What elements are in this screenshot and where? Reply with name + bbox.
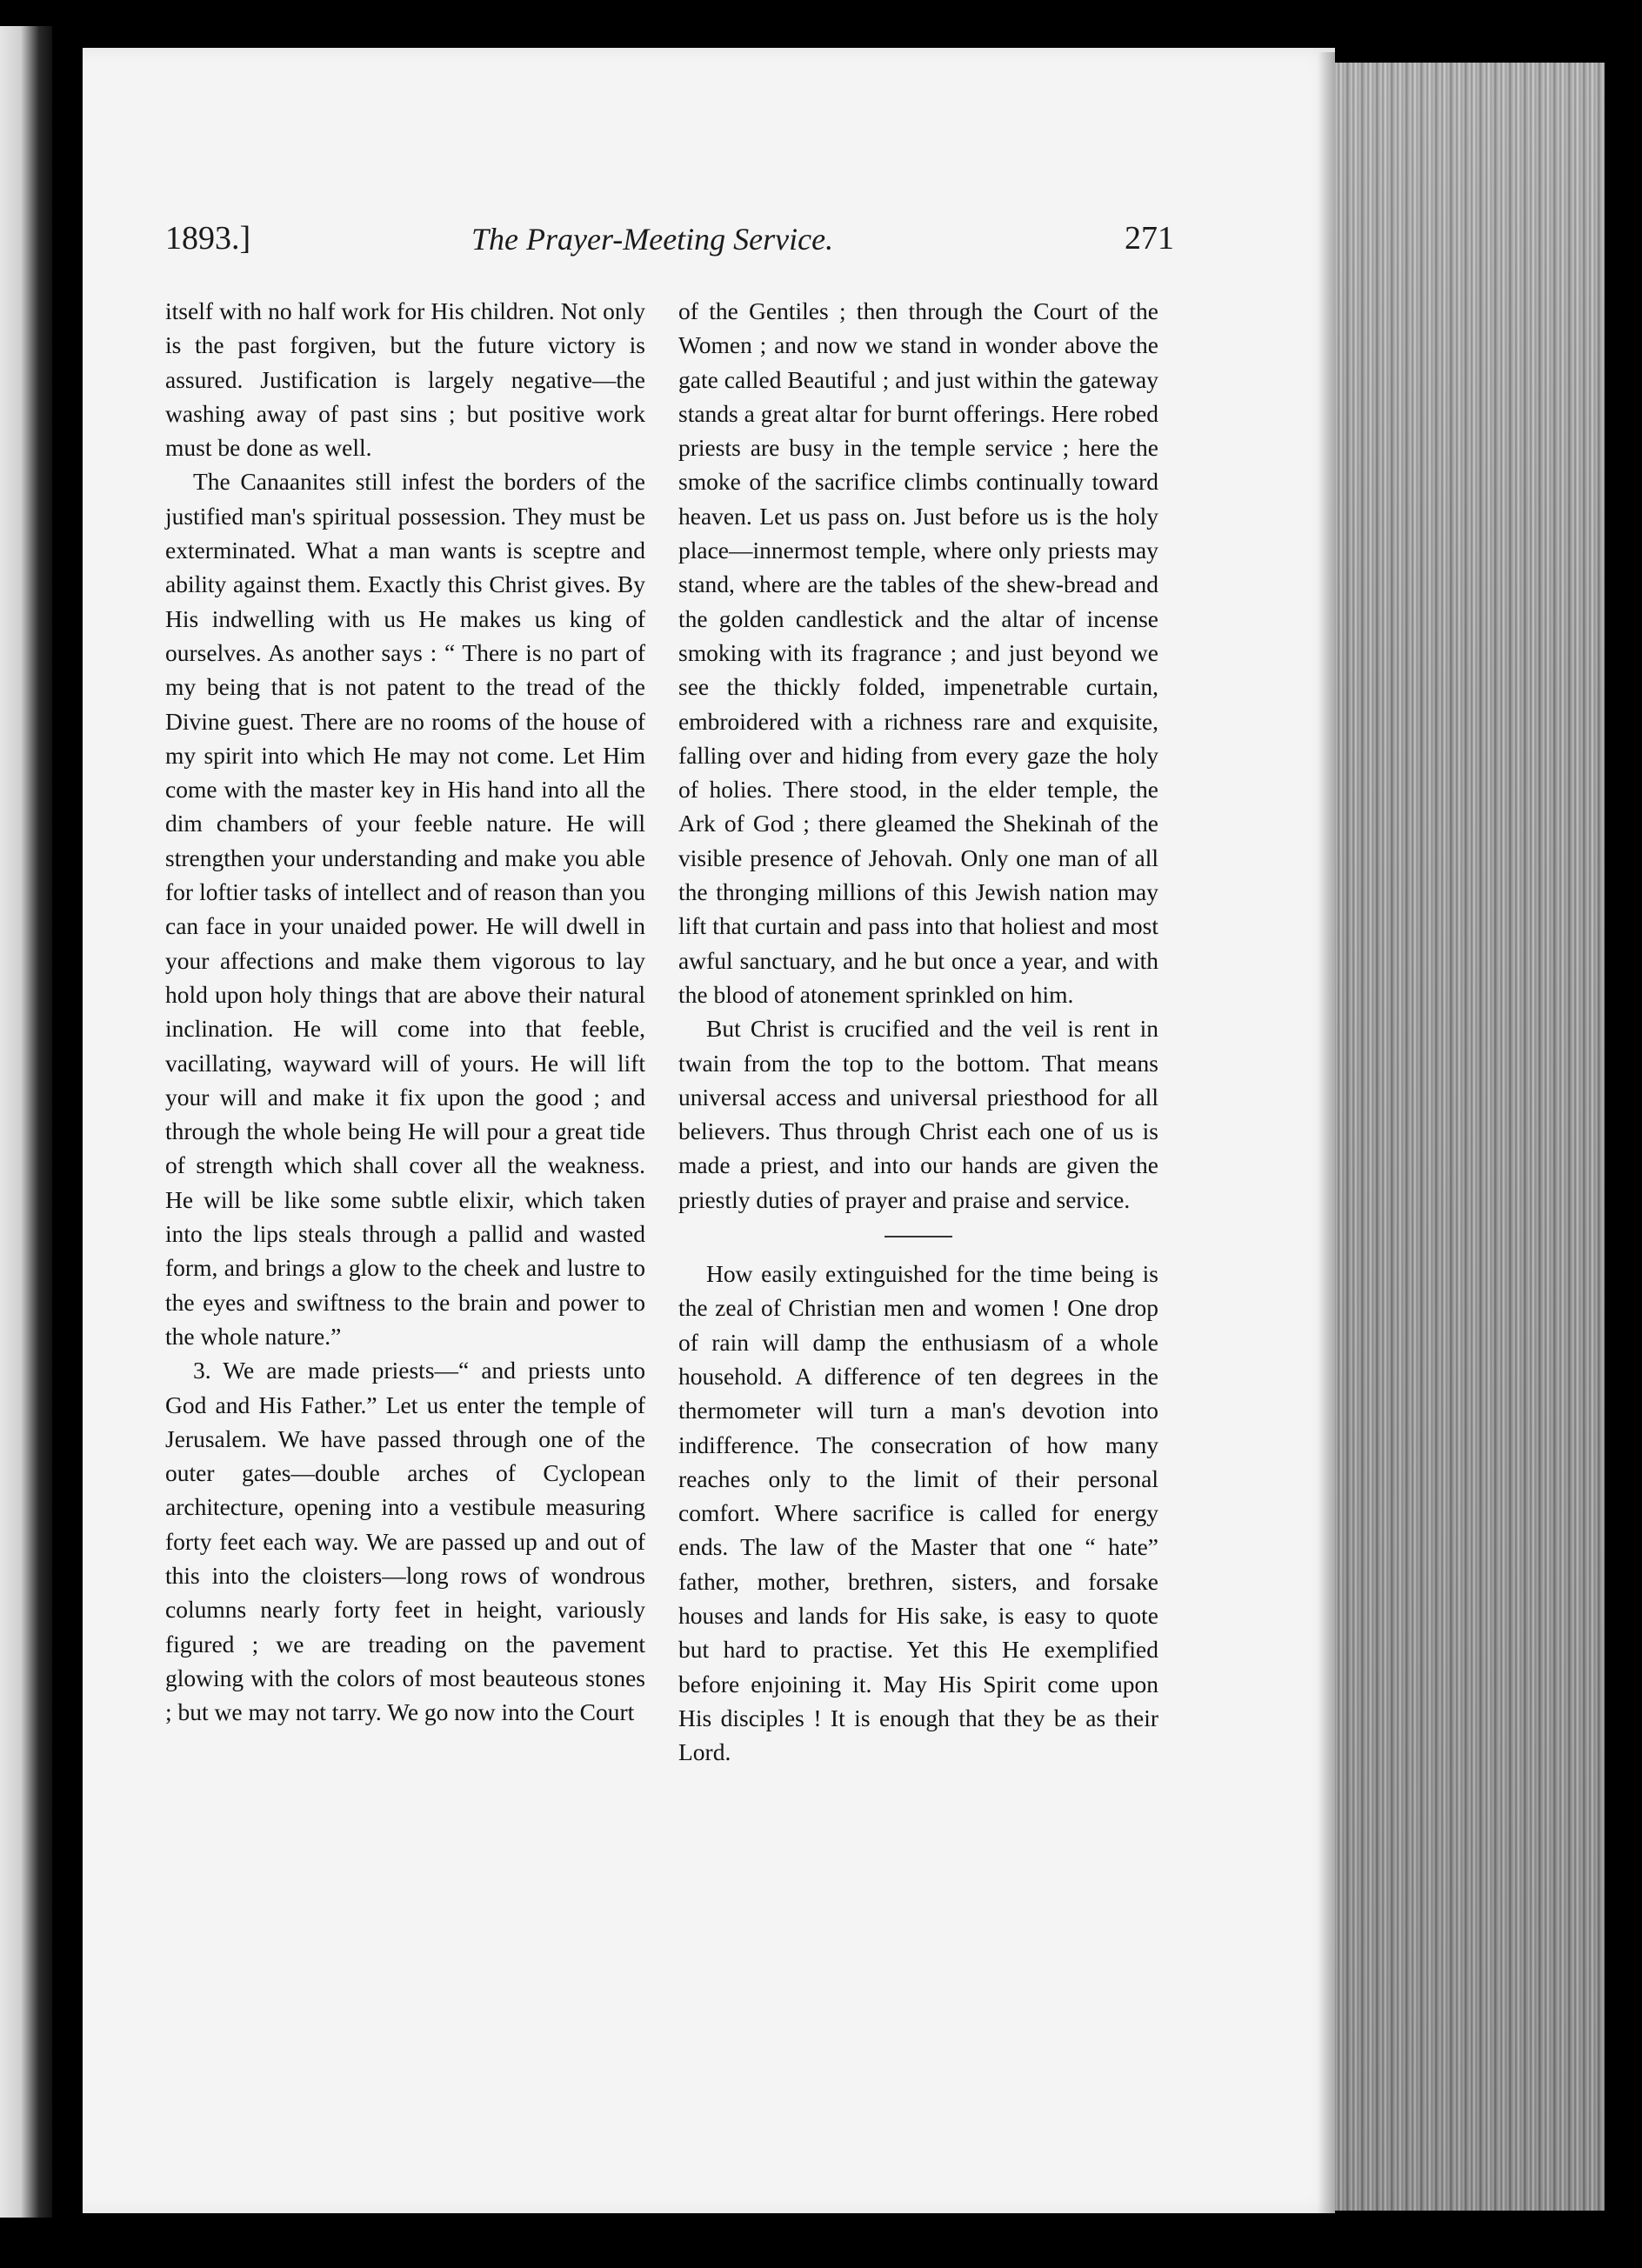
paragraph: But Christ is crucified and the veil is rent in twain from the top to the bottom. That means universal access and universal priesthood for all believers. Thus through Christ each one of us is made a priest, and into our hands are given the priestly duties of prayer and praise and service. <box>678 1015 1158 1213</box>
page-number: 271 <box>1125 220 1174 257</box>
paragraph: itself with no half work for His children. Not only is the past forgiven, but the future victory is assured. Justification is largely negative—the washing away of past sins ; but positive work must be done as well. <box>165 297 645 462</box>
book-fore-edge <box>1335 63 1605 2211</box>
paragraph: The Canaanites still infest the borders of the justified man's spiritual possession. They must be exterminated. What a man wants is sceptre and ability against them. Exactly this Christ gives. By His indwelling with us He makes us king of ourselves. As another says : “ There is no part of my being that is not patent to the tread of the Divine guest. There are no rooms of the house of my spirit into which He may not come. Let Him come with the master key in His hand into all the dim chambers of your feeble nature. He will strengthen your understanding and make you able for loftier tasks of intellect and of reason than you can face in your unaided power. He will dwell in your affections and make them vigorous to lay hold upon holy things that are above their natural inclination. He will come into that feeble, vacillating, wayward will of yours. He will lift your will and make it fix upon the good ; and through the whole being He will pour a great tide of strength which shall cover all the weakness. He will be like some subtle elixir, which taken into the lips steals through a pallid and wasted form, and brings a glow to the cheek and lustre to the eyes and swiftness to the brain and power to the whole nature.” <box>165 468 645 1350</box>
header-year: 1893.] <box>165 220 251 257</box>
section-divider <box>884 1236 952 1237</box>
header-title: The Prayer-Meeting Service. <box>471 222 834 257</box>
left-text-column <box>165 294 645 1729</box>
running-header <box>165 219 1174 271</box>
previous-page-edge <box>0 26 52 2218</box>
paragraph: How easily extinguished for the time being is the zeal of Christian men and women ! One drop of rain will damp the enthusiasm of a whole household. A difference of ten degrees in the thermometer will turn a man's devotion into indifference. The consecration of how many reaches only to the limit of their personal comfort. Where sacrifice is called for energy ends. The law of the Master that one “ hate” father, mother, brethren, sisters, and forsake houses and lands for His sake, is easy to quote but hard to practise. Yet this He exemplified before enjoining it. May His Spirit come upon His disciples ! It is enough that they be as their Lord. <box>678 1260 1158 1766</box>
paragraph: of the Gentiles ; then through the Court of the Women ; and now we stand in wonder above the gate called Beautiful ; and just within the gateway stands a great altar for burnt offerings. Here robed priests are busy in the temple service ; here the smoke of the sacrifice climbs continually toward heaven. Let us pass on. Just before us is the holy place—innermost temple, where only priests may stand, where are the tables of the shew-bread and the golden candlestick and the altar of incense smoking with its fragrance ; and just beyond we see the thickly folded, impenetrable curtain, embroidered with a richness rare and exquisite, falling over and hiding from every gaze the holy of holies. There stood, in the elder temple, the Ark of God ; there gleamed the Shekinah of the visible presence of Jehovah. Only one man of all the thronging millions of this Jewish nation may lift that curtain and pass into that holiest and most awful sanctuary, and he but once a year, and with the blood of atonement sprinkled on him. <box>678 297 1158 1008</box>
right-text-column <box>678 294 1158 1769</box>
paragraph: 3. We are made priests—“ and priests unto God and His Father.” Let us enter the temple of Jerusalem. We have passed through one of the outer gates—double arches of Cyclopean architecture, opening into a vestibule measuring forty feet each way. We are passed up and out of this into the cloisters—long rows of wondrous columns nearly forty feet in height, variously figured ; we are treading on the pavement glowing with the colors of most beauteous stones ; but we may not tarry. We go now into the Court <box>165 1357 645 1726</box>
